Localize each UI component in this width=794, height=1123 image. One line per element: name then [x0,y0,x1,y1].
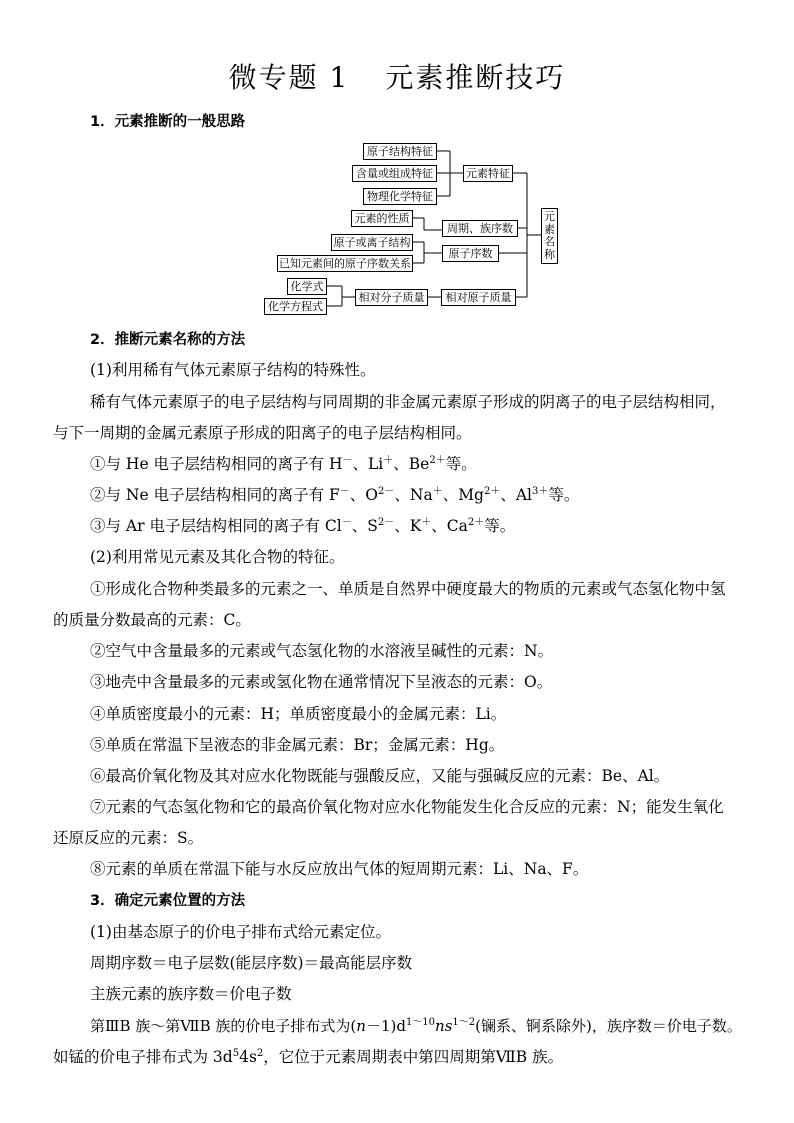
diagram-box-atomic-structure: 原子结构特征 [363,143,437,160]
section2-sub1: (1)利用稀有气体元素原子结构的特殊性。 [90,361,376,379]
diagram-box-period-group: 周期、族序数 [442,220,518,237]
item7-line2: 还原反应的元素：S。 [53,829,204,847]
item6: ⑥最高价氧化物及其对应水化物既能与强酸反应，又能与强碱反应的元素：Be、Al。 [90,767,670,785]
section3-line1: 周期序数＝电子层数(能层序数)＝最高能层序数 [90,954,413,972]
section3-line4: 如锰的价电子排布式为 $3d^54s^2$，它位于元素周期表中第四周期第ⅦB 族。 [53,1048,564,1066]
ne-ions-line: ②与 Ne 电子层结构相同的离子有 F－、$O^{2-}$、Na＋、$Mg^{2+}$、$Al^{3+}$等。 [90,486,580,504]
diagram-box-physical-chemical: 物理化学特征 [363,188,437,205]
title-text: 元素推断技巧 [385,61,566,94]
section3-line3: 第ⅢB 族～第ⅦB 族的价电子排布式为$(n-1)d^{1\sim 10}ns^{1\sim 2}$(镧系、锕系除外)，族序数＝价电子数。 [90,1017,742,1035]
he-ions-line: ①与 He 电子层结构相同的离子有 H－、Li＋、$Be^{2+}$等。 [90,455,477,473]
diagram-box-atomic-number: 原子序数 [442,245,499,262]
ar-ions-line: ③与 Ar 电子层结构相同的离子有 Cl－、$S^{2-}$、K＋、$Ca^{2+}$等。 [90,517,516,535]
section3-sub1: (1)由基态原子的价电子排布式给元素定位。 [90,923,391,941]
diagram-box-element-name: 元素名称 [541,208,558,264]
item2: ②空气中含量最多的元素或气态氢化物的水溶液呈碱性的元素：N。 [90,642,554,660]
item3: ③地壳中含量最多的元素或氢化物在通常情况下呈液态的元素：O。 [90,673,553,691]
diagram-box-relative-atomic-mass: 相对原子质量 [441,289,516,306]
item8: ⑧元素的单质在常温下能与水反应放出气体的短周期元素：Li、Na、F。 [90,860,589,878]
diagram-box-relative-molecular-mass: 相对分子质量 [355,289,428,306]
section3-heading: 3．确定元素位置的方法 [90,893,246,909]
diagram-box-element-features: 元素特征 [463,165,513,182]
title-number: 微专题 1 [228,61,350,94]
diagram-box-content-composition: 含量或组成特征 [352,165,437,182]
section2-sub2: (2)利用常见元素及其化合物的特征。 [90,548,345,566]
diagram-box-chemical-formula: 化学式 [287,278,327,295]
diagram-box-chemical-equation: 化学方程式 [264,298,327,315]
item1-line2: 的质量分数最高的元素：C。 [53,611,251,629]
diagram-box-atom-ion-structure: 原子或离子结构 [331,234,413,251]
section3-line2: 主族元素的族序数＝价电子数 [90,985,292,1003]
item1-line1: ①形成化合物种类最多的元素之一、单质是自然界中硬度最大的物质的元素或气态氢化物中氢 [90,580,726,598]
section2-para1-line1: 稀有气体元素原子的电子层结构与同周期的非金属元素原子形成的阴离子的电子层结构相同， [90,393,726,411]
diagram-box-element-properties: 元素的性质 [351,210,413,227]
section2-para1-line2: 与下一周期的金属元素原子形成的阳离子的电子层结构相同。 [53,424,472,442]
section2-heading: 2．推断元素名称的方法 [90,332,246,348]
item4: ④单质密度最小的元素：H；单质密度最小的金属元素：Li。 [90,705,507,723]
item7-line1: ⑦元素的气态氢化物和它的最高价氧化物对应水化物能发生化合反应的元素：N；能发生氧化 [90,798,724,816]
item5: ⑤单质在常温下呈液态的非金属元素：Br；金属元素：Hg。 [90,736,505,754]
diagram-box-known-atomic-number: 已知元素间的原子序数关系 [279,257,411,270]
section1-heading: 1．元素推断的一般思路 [90,114,246,130]
